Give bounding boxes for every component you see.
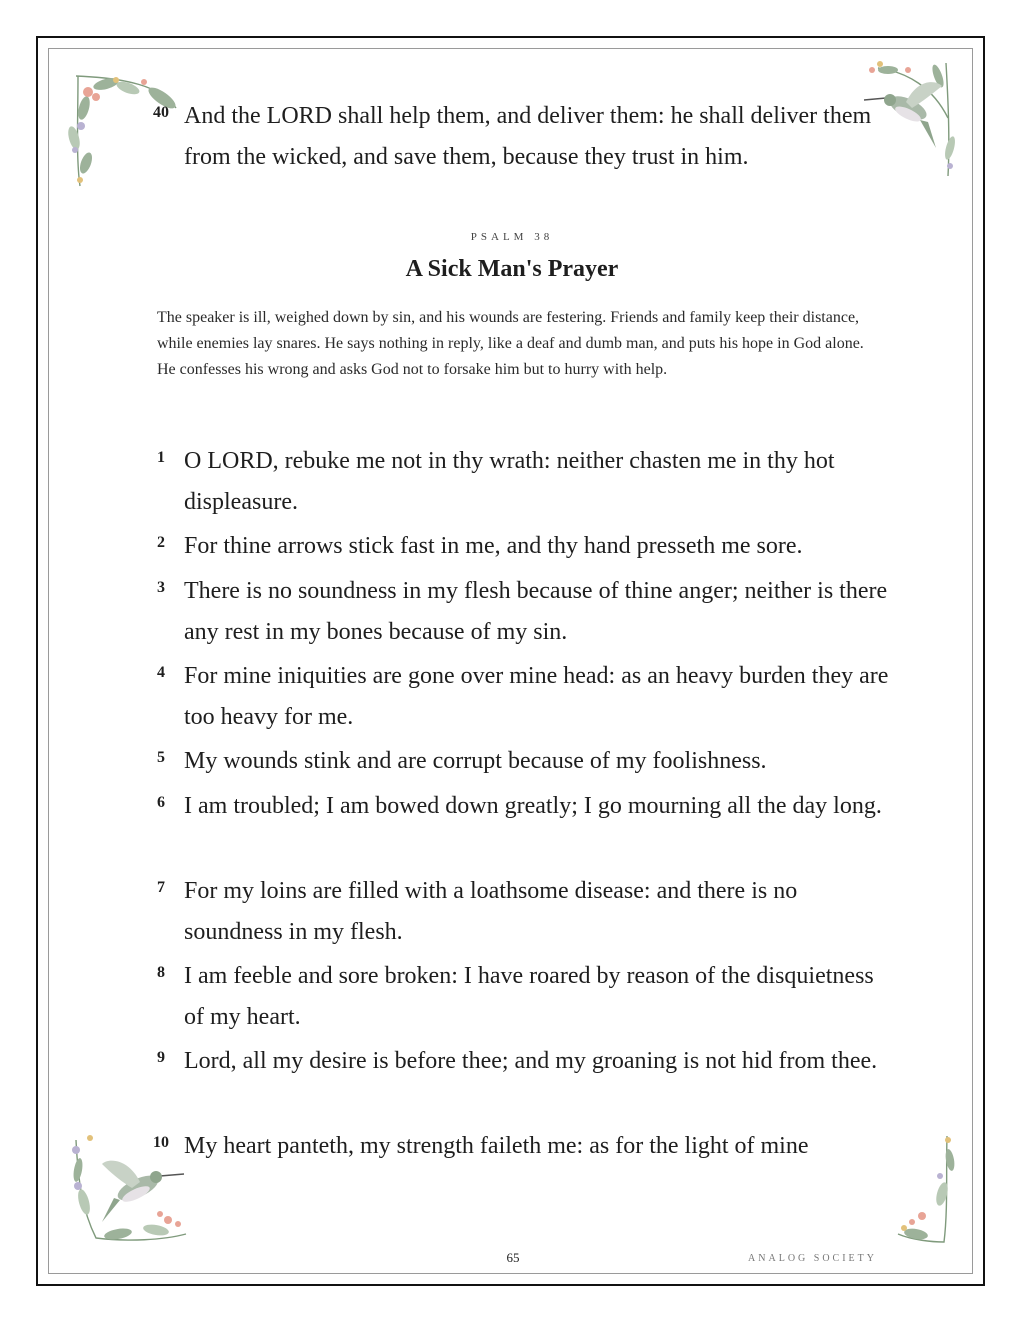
verse-text: O LORD, rebuke me not in thy wrath: neither chasten me in thy hot displeasure. <box>184 448 835 515</box>
floral-corner-top-left <box>66 68 184 190</box>
verse-text: I am feeble and sore broken: I have roared by reason of the disquietness of my heart. <box>184 963 874 1030</box>
verse-number: 8 <box>157 964 165 981</box>
verse-number: 9 <box>157 1049 165 1066</box>
brand-name: ANALOG SOCIETY <box>748 1253 877 1264</box>
floral-corner-bottom-right <box>892 1130 962 1248</box>
verse-number: 40 <box>153 104 169 121</box>
verse-number: 4 <box>157 664 165 681</box>
psalm-label: PSALM 38 <box>470 231 554 243</box>
hummingbird-corner-bottom-left <box>68 1130 193 1248</box>
verse-text: My heart panteth, my strength faileth me: as for the light of mine <box>184 1133 809 1159</box>
verse-number: 10 <box>153 1134 169 1151</box>
verse-text: There is no soundness in my flesh because of thine anger; neither is there any rest in my bones because of my sin. <box>184 578 888 645</box>
verse-number: 7 <box>157 879 165 896</box>
verse-text: My wounds stink and are corrupt because of my foolishness. <box>184 748 767 774</box>
page-number: 65 <box>506 1250 520 1265</box>
verse-text: I am troubled; I am bowed down greatly; I go mourning all the day long. <box>184 793 882 819</box>
verse-text: For mine iniquities are gone over mine head: as an heavy burden they are too heavy for me. <box>184 663 889 730</box>
verse-text: For thine arrows stick fast in me, and thy hand presseth me sore. <box>184 533 803 559</box>
verse-number: 6 <box>157 794 165 811</box>
verse-text: Lord, all my desire is before thee; and my groaning is not hid from thee. <box>184 1048 878 1074</box>
verse-number: 5 <box>157 749 165 766</box>
verse-number: 2 <box>157 534 165 551</box>
psalm-title: A Sick Man's Prayer <box>405 256 619 282</box>
verse-text: And the LORD shall help them, and deliver them: he shall deliver them from the wicked, and save them, because they trust in him. <box>184 103 872 170</box>
verse-number: 3 <box>157 579 165 596</box>
psalm-summary: The speaker is ill, weighed down by sin, and his wounds are festering. Friends and family keep their distance, while enemies lay snares. He says nothing in reply, like a deaf and dumb man, and puts his hope in God alone. He confesses his wrong and asks God not to forsake him but to hurry with help. <box>157 309 864 378</box>
verse-number: 1 <box>157 449 165 466</box>
verse-text: For my loins are filled with a loathsome disease: and there is no soundness in my flesh. <box>184 878 798 945</box>
